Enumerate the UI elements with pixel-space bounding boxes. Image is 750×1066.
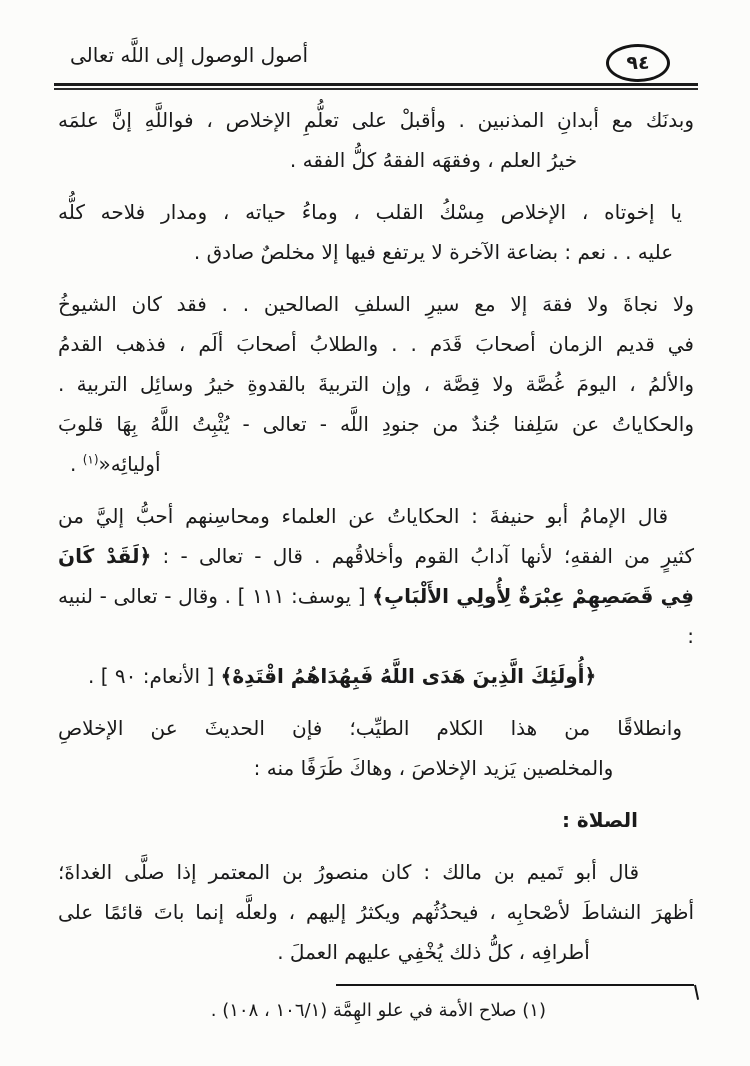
text-line: ولا نجاةَ ولا فقهَ إلا مع سيرِ السلفِ الصالحين . . فقد كان الشيوخُ xyxy=(58,292,694,316)
text-line: والحكاياتُ عن سَلِفنا جُندٌ من جنودِ اللَّه - تعالى - يُثْبِتُ اللَّهُ بِهَا قلوبَ xyxy=(58,412,694,436)
text-line xyxy=(58,656,694,696)
text-line: وبدنَك مع أبدانِ المذنبين . وأقبلْ على تعلُّمِ الإخلاص ، فواللَّهِ إنَّ علمَه xyxy=(58,108,694,132)
footnote xyxy=(58,996,694,1026)
quote-end: أوليائِه« xyxy=(98,452,161,476)
paragraph xyxy=(58,708,694,788)
page-number: ٩٤ xyxy=(626,51,650,74)
paragraph xyxy=(58,100,694,180)
paragraph xyxy=(58,496,694,696)
text-line: قال أبو تَميم بن مالك : كان منصورُ بن المعتمر إذا صلَّى الغداةَ؛ xyxy=(58,860,639,884)
text-line xyxy=(58,536,694,576)
text-line: وانطلاقًا من هذا الكلام الطيِّب؛ فإن الحديثَ عن الإخلاصِ xyxy=(58,716,682,740)
paragraph xyxy=(58,192,694,272)
footnote-separator xyxy=(336,984,694,986)
quran-verse: ﴿أُولَئِكَ الَّذِينَ هَدَى اللَّهُ فَبِهُدَاهُمُ اقْتَدِهْ﴾ xyxy=(220,664,597,688)
text-line: قال الإمامُ أبو حنيفةَ : الحكاياتُ عن العلماء ومحاسِنهم أحبُّ إليَّ من xyxy=(58,504,668,528)
paragraph xyxy=(58,284,694,484)
text-line: والمخلصين يَزيد الإخلاصَ ، وهاكَ طَرَفًا منه : xyxy=(253,756,614,780)
text-line xyxy=(58,576,694,656)
text-segment: كثيرٍ من الفقهِ؛ لأنها آدابُ القوم وأخلاقُهم . قال - تعالى - : xyxy=(151,544,694,568)
text-line: خيرُ العلم ، وفقهَه الفقهُ كلُّ الفقه . xyxy=(289,148,578,172)
sentence-period: . xyxy=(70,452,83,476)
page-body xyxy=(58,100,694,1026)
quran-verse: فِي قَصَصِهِمْ عِبْرَةٌ لِأُولِي الأَلْبَابِ﴾ xyxy=(372,584,694,608)
text-line: في قديم الزمان أصحابَ قَدَم . . والطلابُ أصحابَ ألَم ، فذهب القدمُ xyxy=(58,332,694,356)
text-line xyxy=(58,444,694,484)
header-rule-thin xyxy=(54,88,698,90)
verse-reference: [ يوسف: ١١١ ] . وقال - تعالى - لنبيه : xyxy=(58,584,694,648)
text-line: عليه . . نعم : بضاعة الآخرة لا يرتفع فيها إلا مخلصٌ صادق . xyxy=(193,240,674,264)
text-line: أطرافِه ، كلُّ ذلك يُخْفِي عليهم العملَ . xyxy=(277,940,590,964)
page-number-badge xyxy=(606,44,670,82)
footnote-ref: (١) xyxy=(82,452,99,467)
header-rule xyxy=(54,83,698,90)
quran-verse: ﴿لَقَدْ كَانَ xyxy=(58,544,152,568)
paragraph xyxy=(58,852,694,972)
verse-reference: [ الأنعام: ٩٠ ] . xyxy=(88,664,221,688)
footnote-text: (١) صلاح الأمة في علو الهِمَّة (١٠٦/١ ، ١٠٨) . xyxy=(210,1000,546,1021)
text-line: أظهرَ النشاطَ لأصْحابِه ، فيحدُثُهم ويكثرُ إليهم ، ولعلَّه إنما باتَ قائمًا على xyxy=(58,900,694,924)
text-line: يا إخوتاه ، الإخلاص مِسْكُ القلب ، وماءُ حياته ، ومدار فلاحه كلُّه xyxy=(58,200,682,224)
section-heading: الصلاة : xyxy=(561,808,638,832)
text-line: والألمُ ، اليومَ غُصَّة ولا قِصَّة ، وإن التربيةَ بالقدوةِ خيرُ وسائِل التربية . xyxy=(58,372,694,396)
book-title: أصول الوصول إلى اللَّه تعالى xyxy=(70,43,309,67)
header-rule-thick xyxy=(54,83,698,86)
